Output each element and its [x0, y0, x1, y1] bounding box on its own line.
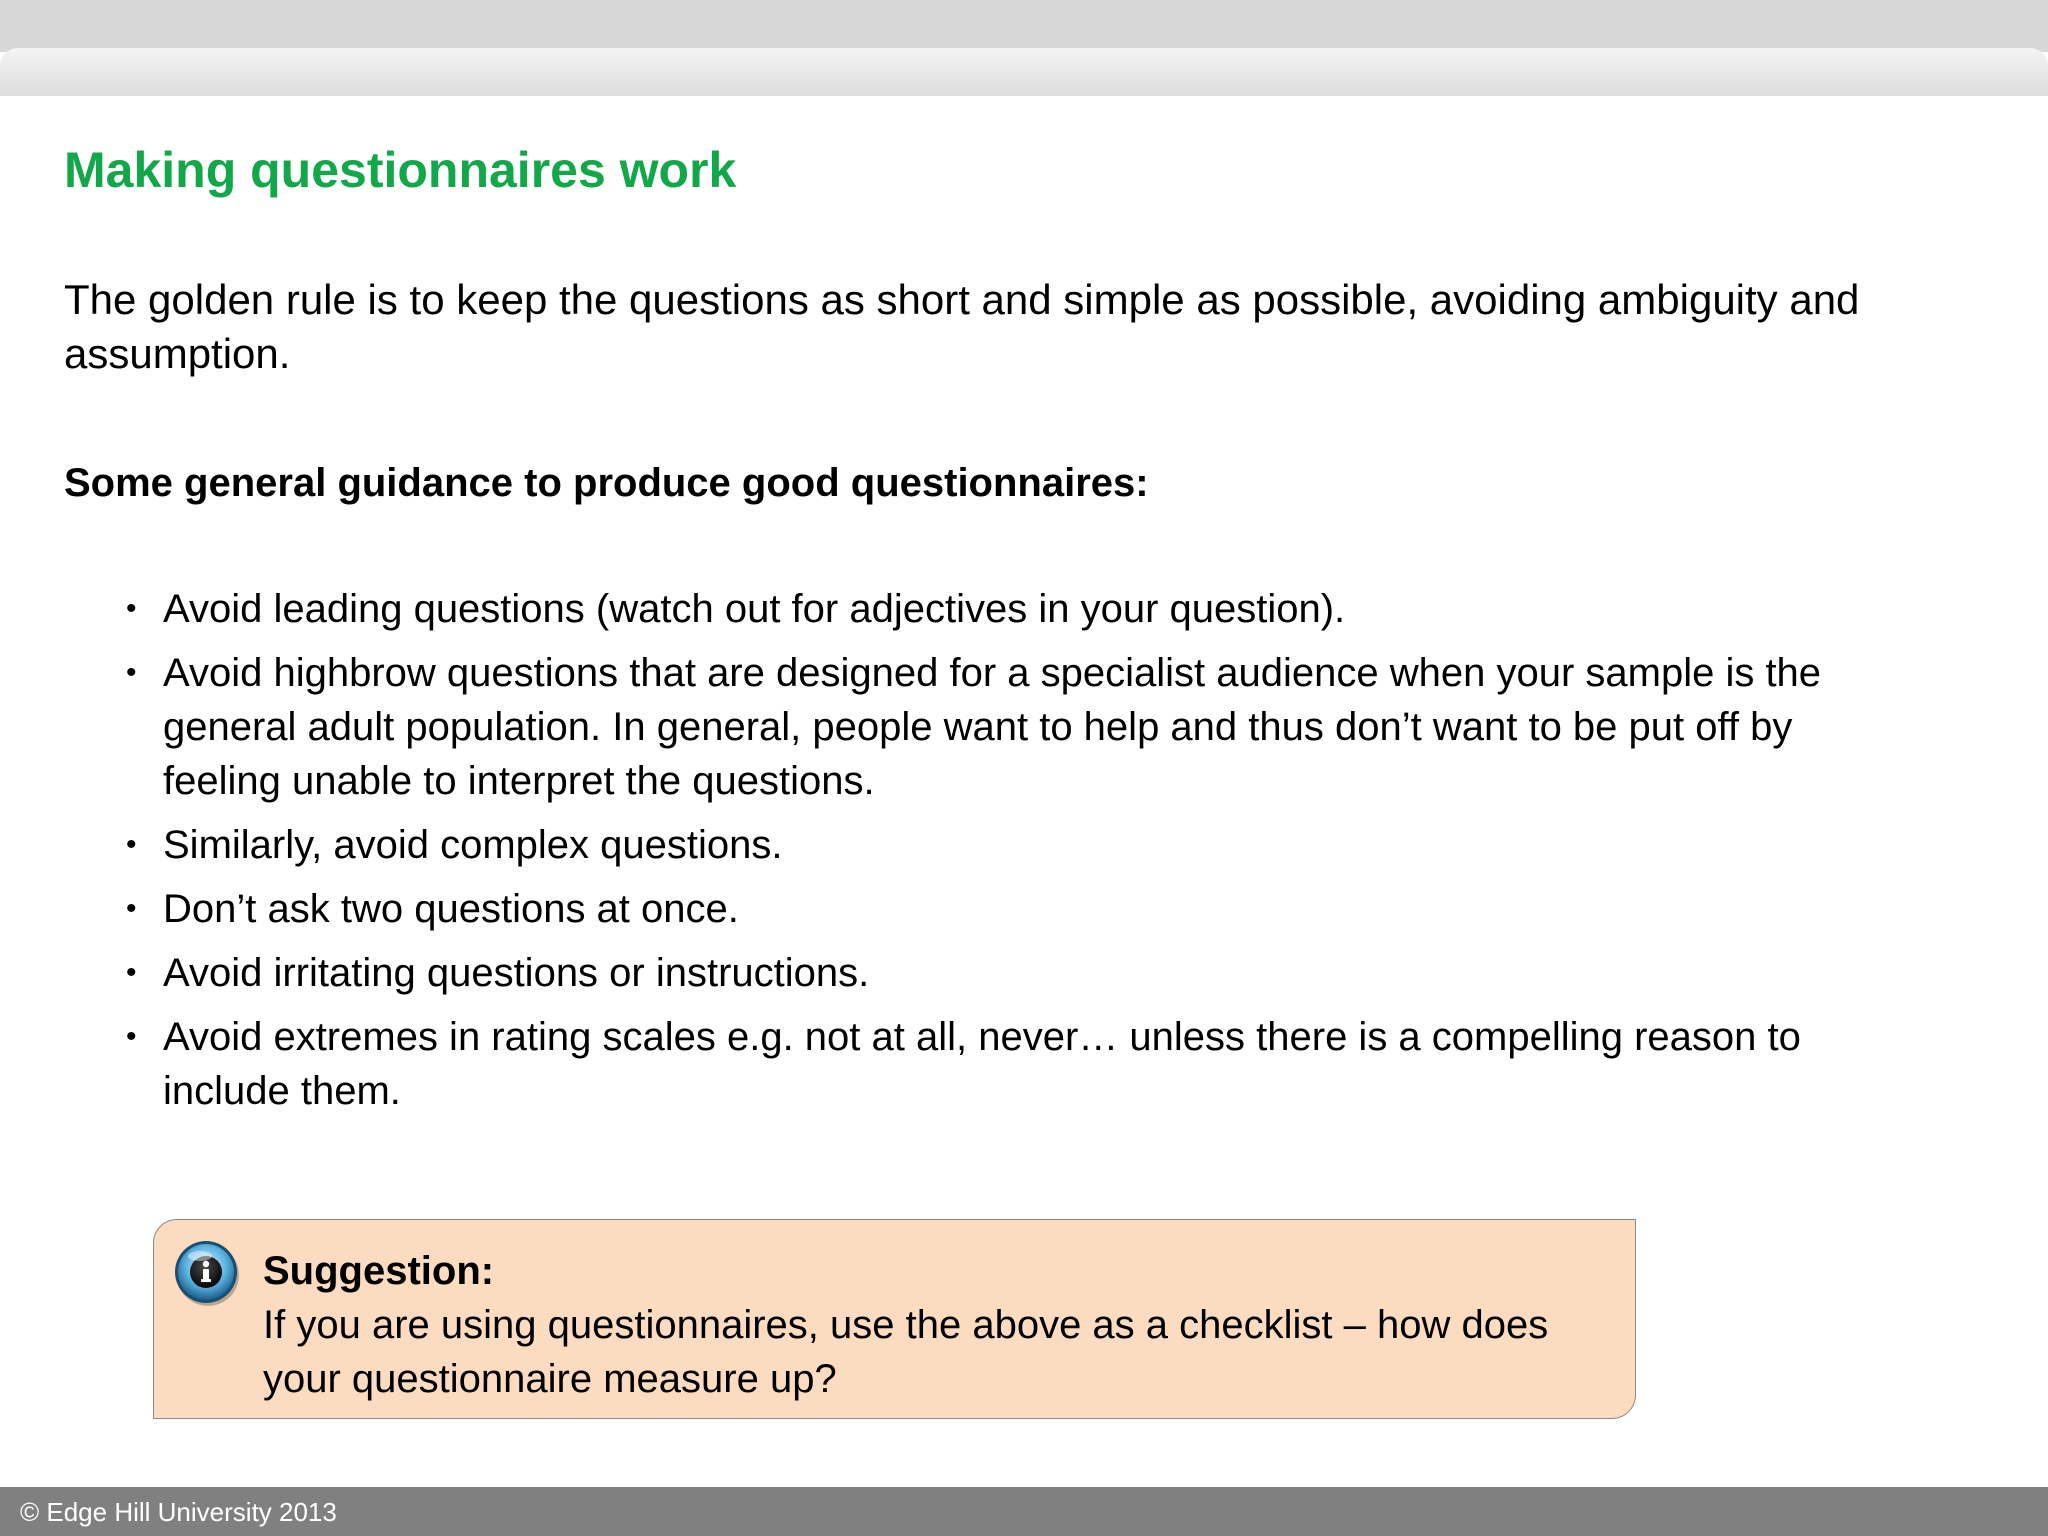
- slide-title: Making questionnaires work: [64, 142, 737, 198]
- list-item: [120, 818, 1920, 872]
- suggestion-box: [153, 1219, 1636, 1419]
- suggestion-content: [263, 1244, 1603, 1406]
- suggestion-title: Suggestion:: [263, 1249, 495, 1293]
- list-item: [120, 882, 1920, 936]
- list-item: [120, 646, 1920, 808]
- list-item-text: Avoid highbrow questions that are designed for a specialist audience when your sample is the general adult population. In general, people want to help and thus don’t want to be put off by feeling unable to interpret the questions.: [163, 651, 1822, 803]
- copyright-text: © Edge Hill University 2013: [20, 1497, 337, 1527]
- bullet-icon: •: [126, 892, 137, 925]
- guidance-list: [120, 582, 1920, 1128]
- intro-paragraph: The golden rule is to keep the questions as short and simple as possible, avoiding ambiguity and assumption.: [64, 276, 1860, 377]
- bullet-icon: •: [126, 956, 137, 989]
- info-icon: [172, 1238, 242, 1308]
- list-item-text: Don’t ask two questions at once.: [163, 887, 739, 931]
- list-item-text: Avoid leading questions (watch out for adjectives in your question).: [163, 587, 1346, 631]
- list-item-text: Avoid irritating questions or instructions.: [163, 951, 870, 995]
- top-band: [0, 0, 2048, 52]
- footer-bar: [0, 1487, 2048, 1536]
- list-item-text: Avoid extremes in rating scales e.g. not at all, never… unless there is a compelling reason to include them.: [163, 1015, 1801, 1113]
- list-item-text: Similarly, avoid complex questions.: [163, 823, 783, 867]
- bullet-icon: •: [126, 592, 137, 625]
- header-bar: [0, 48, 2048, 96]
- guidance-heading: Some general guidance to produce good questionnaires:: [64, 461, 1149, 505]
- suggestion-body: If you are using questionnaires, use the above as a checklist – how does your questionnaire measure up?: [263, 1303, 1549, 1401]
- list-item: [120, 946, 1920, 1000]
- list-item: [120, 1010, 1920, 1118]
- bullet-icon: •: [126, 1020, 137, 1053]
- bullet-icon: •: [126, 656, 137, 689]
- bullet-icon: •: [126, 828, 137, 861]
- list-item: [120, 582, 1920, 636]
